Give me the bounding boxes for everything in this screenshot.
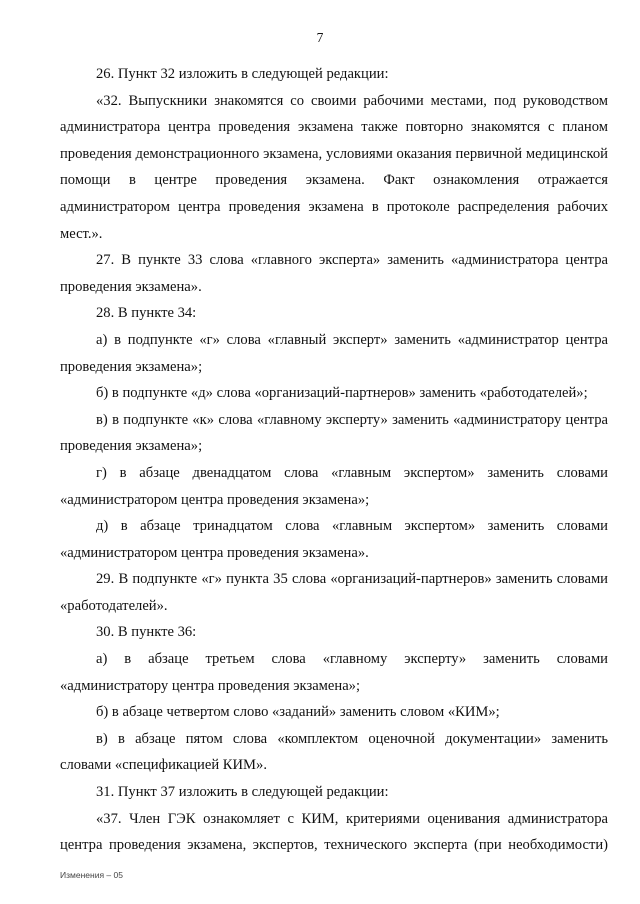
paragraph-item-29: 29. В подпункте «г» пункта 35 слова «организаций-партнеров» заменить словами «работодателей». <box>60 571 608 614</box>
paragraph-item-28-heading: 28. В пункте 34: <box>96 305 197 322</box>
footer-note: Изменения – 05 <box>60 870 123 880</box>
paragraph-item-28-d: д) в абзаце тринадцатом слова «главным экспертом» заменить словами «администратором центра проведения экзамена». <box>60 518 608 561</box>
page-number: 7 <box>316 30 324 45</box>
paragraph-item-32-text: «32. Выпускники знакомятся со своими рабочими местами, под руководством администратора центра проведения экзамена также повторно знакомятся с планом проведения демонстрационного экзамена, условиями оказания первичной медицинской помощи в центре проведения экзамена. Факт ознакомления отражается администратором центра проведения экзамена в протоколе распределения рабочих мест.». <box>60 92 608 242</box>
paragraph-item-27: 27. В пункте 33 слова «главного эксперта» заменить «администратора центра проведения экзамена». <box>60 252 608 295</box>
document-body <box>60 61 608 859</box>
paragraph-item-30-b: б) в абзаце четвертом слово «заданий» заменить словом «КИМ»; <box>96 704 500 721</box>
paragraph-item-28-a: а) в подпункте «г» слова «главный эксперт» заменить «администратор центра проведения экзамена»; <box>60 331 608 375</box>
paragraph-item-28-b: б) в подпункте «д» слова «организаций-партнеров» заменить «работодателей»; <box>96 385 588 402</box>
paragraph-item-31-heading: 31. Пункт 37 изложить в следующей редакции: <box>96 784 389 801</box>
paragraph-item-30-v: в) в абзаце пятом слова «комплектом оценочной документации» заменить словами «спецификацией КИМ». <box>60 730 608 774</box>
paragraph-item-28-v: в) в подпункте «к» слова «главному эксперту» заменить «администратору центра проведения экзамена»; <box>60 411 608 455</box>
paragraph-item-28-g: г) в абзаце двенадцатом слова «главным экспертом» заменить словами «администратором центра проведения экзамена»; <box>60 464 608 508</box>
paragraph-item-30-a: а) в абзаце третьем слова «главному эксперту» заменить словами «администратору центра проведения экзамена»; <box>60 651 608 694</box>
paragraph-item-26-heading: 26. Пункт 32 изложить в следующей редакции: <box>96 66 389 82</box>
paragraph-item-37-text: «37. Член ГЭК ознакомляет с КИМ, критериями оценивания администратора центра проведения экзамена, экспертов, технического эксперта (при необходимости) <box>60 810 608 854</box>
paragraph-item-30-heading: 30. В пункте 36: <box>96 624 197 641</box>
